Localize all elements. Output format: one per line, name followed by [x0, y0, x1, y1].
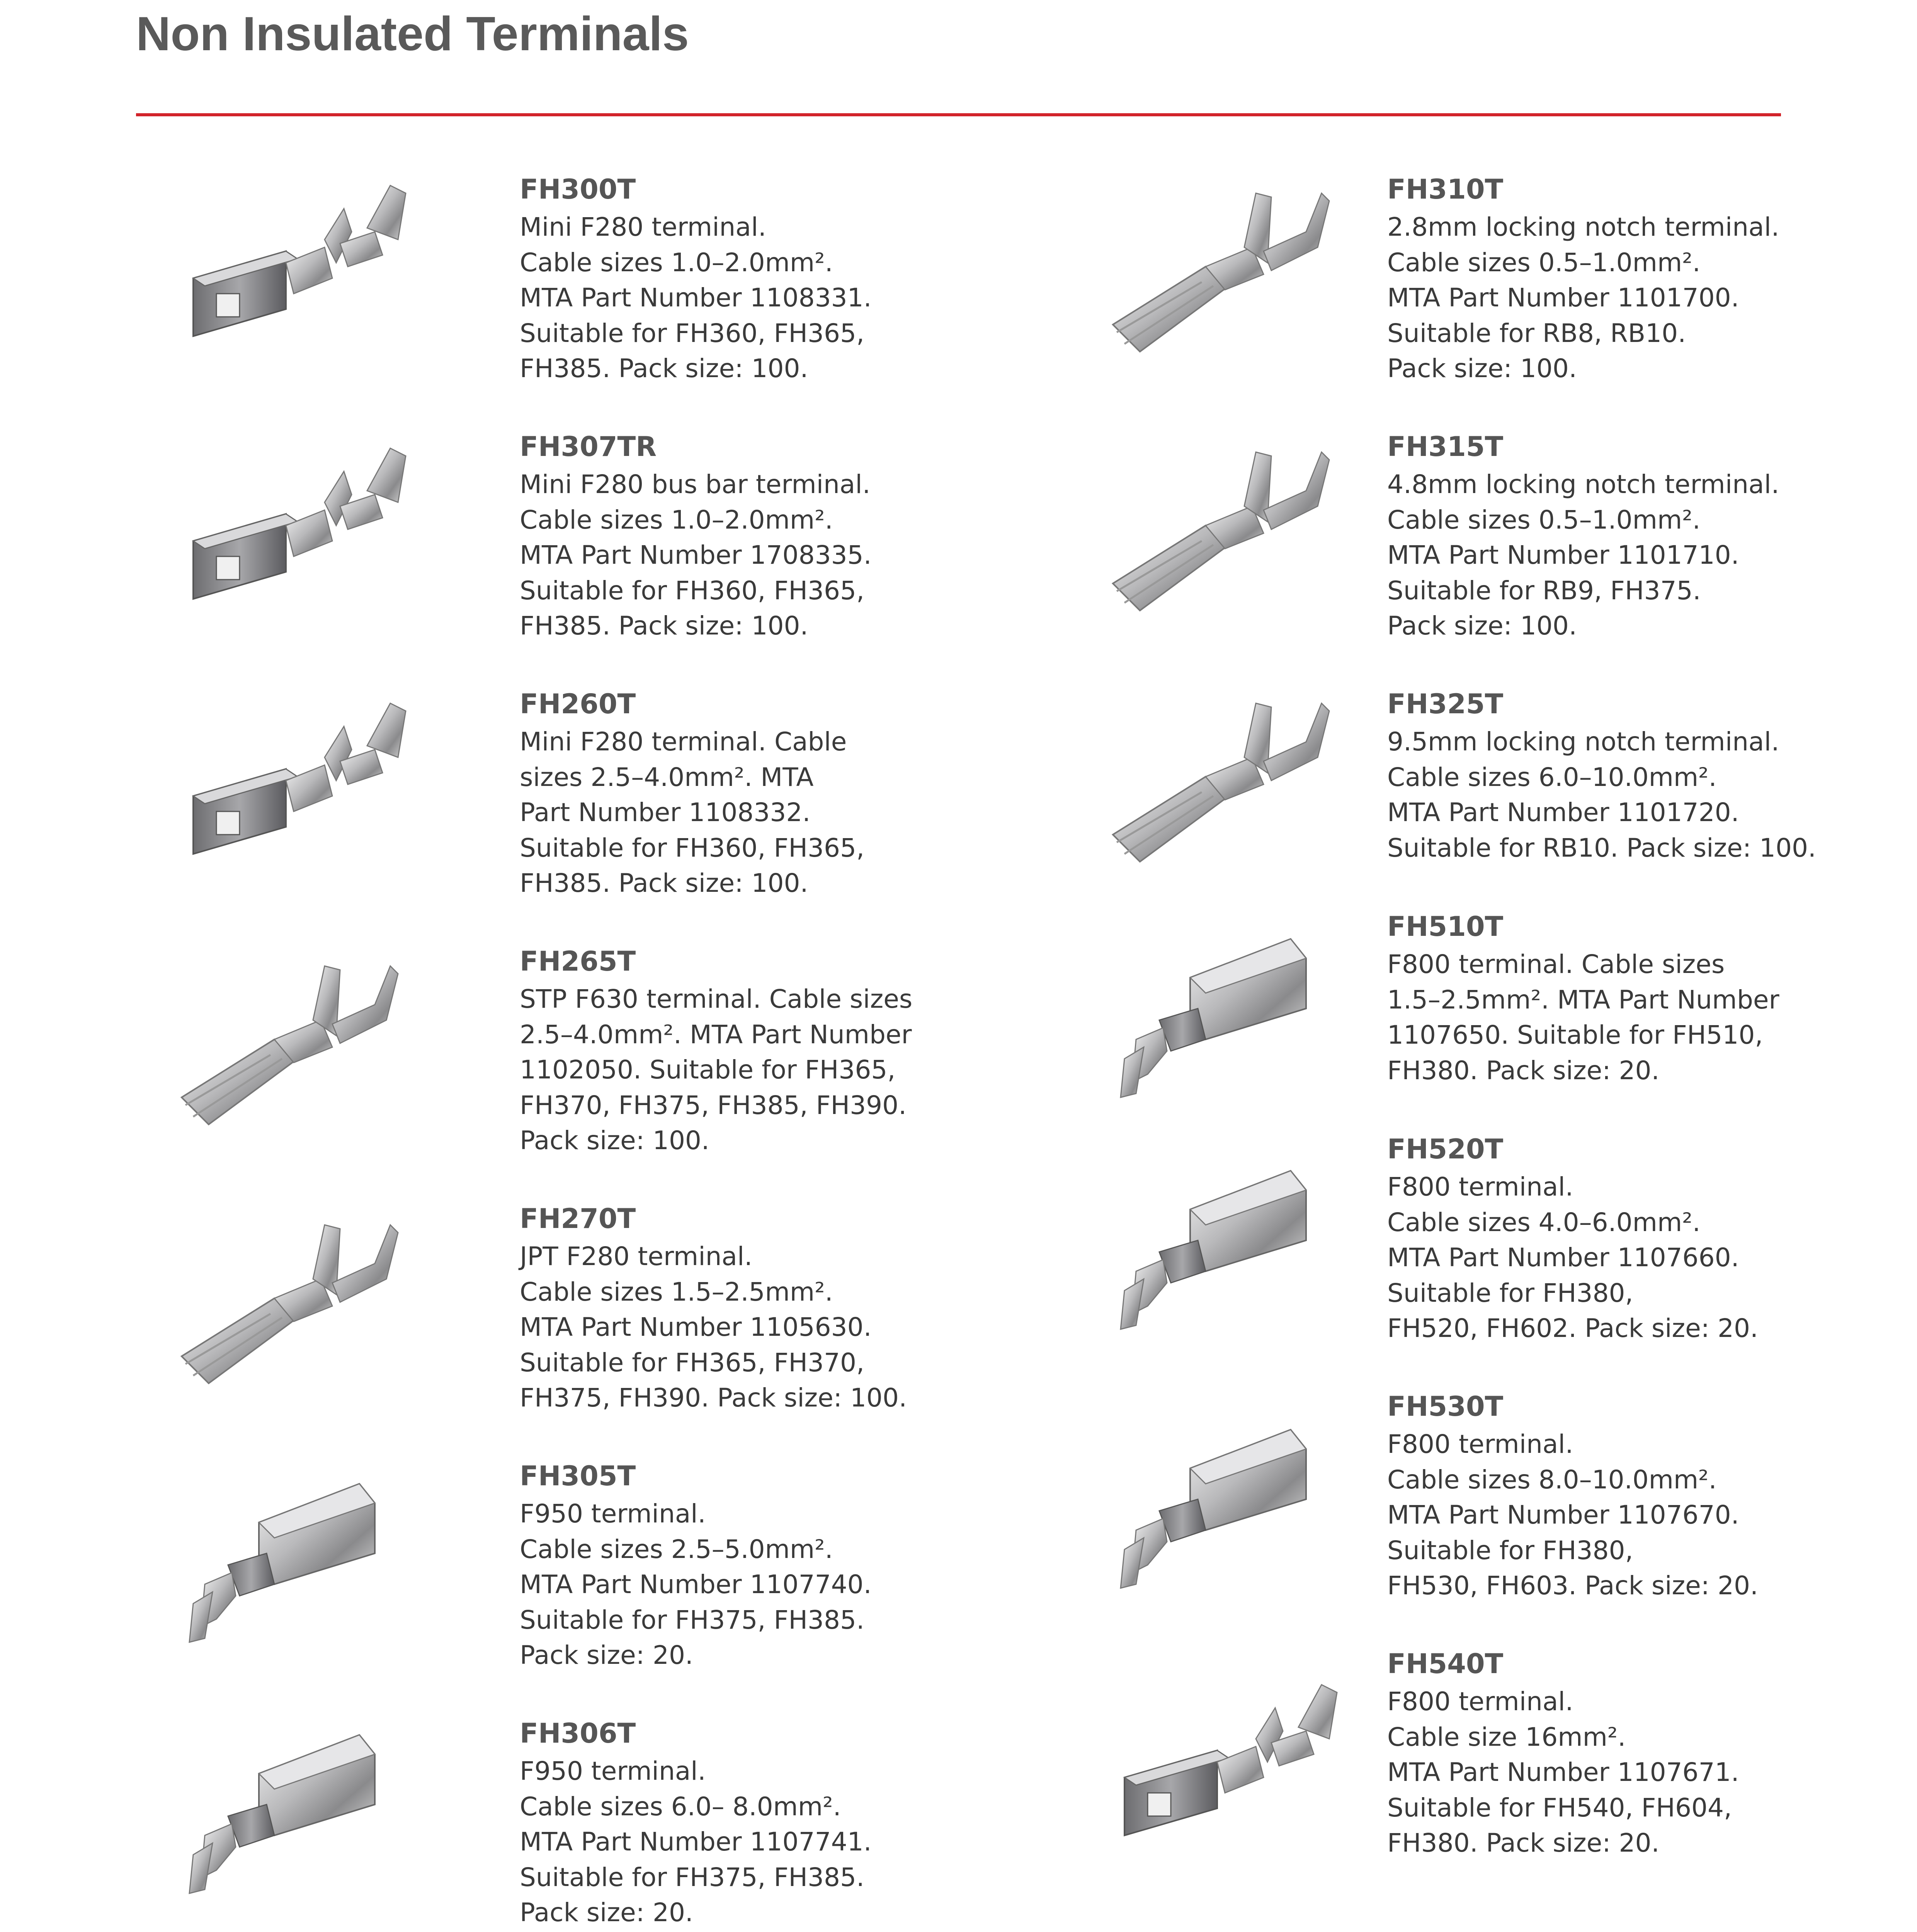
description-line: Pack size: 100.: [1387, 354, 1577, 383]
description-line: Cable sizes 1.5–2.5mm².: [520, 1277, 833, 1307]
product-item: [1387, 172, 1917, 386]
description-line: Cable sizes 6.0– 8.0mm².: [520, 1791, 841, 1821]
description-line: MTA Part Number 1107741.: [520, 1827, 872, 1857]
fh306t-terminal-photo: [158, 1708, 429, 1924]
fh265t-terminal-photo: [158, 943, 429, 1159]
product-description: [1387, 209, 1917, 386]
description-line: MTA Part Number 1105630.: [520, 1312, 872, 1342]
description-line: FH520, FH602. Pack size: 20.: [1387, 1313, 1758, 1343]
product-description: [1387, 1169, 1917, 1346]
product-description: [1387, 1427, 1917, 1604]
product-item: [1387, 429, 1917, 644]
description-line: FH370, FH375, FH385, FH390.: [520, 1090, 907, 1120]
description-line: MTA Part Number 1107660.: [1387, 1243, 1739, 1272]
description-line: Cable sizes 8.0–10.0mm².: [1387, 1464, 1717, 1495]
product-item: [1387, 909, 1917, 1088]
product-code: FH310T: [1387, 173, 1504, 205]
fh310t-terminal-photo: [1090, 170, 1360, 386]
description-line: FH385. Pack size: 100.: [520, 868, 808, 898]
description-line: 2.5–4.0mm². MTA Part Number: [520, 1019, 912, 1049]
description-line: F950 terminal.: [520, 1756, 706, 1786]
product-code: FH540T: [1387, 1648, 1504, 1680]
description-line: MTA Part Number 1101700.: [1387, 283, 1739, 313]
description-line: FH530, FH603. Pack size: 20.: [1387, 1571, 1758, 1600]
description-line: Pack size: 100.: [1387, 611, 1577, 641]
fh270t-terminal-photo: [158, 1202, 429, 1418]
product-code: FH270T: [520, 1203, 636, 1235]
description-line: Cable sizes 2.5–5.0mm².: [520, 1534, 833, 1564]
description-line: Pack size: 20.: [520, 1640, 693, 1670]
product-code: FH300T: [520, 173, 636, 205]
product-code: FH530T: [1387, 1391, 1504, 1422]
product-code: FH315T: [1387, 431, 1504, 463]
fh530t-terminal-photo: [1090, 1403, 1360, 1619]
product-code: FH265T: [520, 946, 636, 977]
product-description: [520, 724, 1084, 901]
product-item: [520, 1201, 1084, 1416]
description-line: MTA Part Number 1101720.: [1387, 798, 1739, 827]
description-line: 1102050. Suitable for FH365,: [520, 1055, 896, 1085]
description-line: Cable sizes 0.5–1.0mm².: [1387, 247, 1701, 277]
description-line: F800 terminal.: [1387, 1429, 1573, 1459]
product-item: [520, 1458, 1084, 1673]
description-line: Mini F280 bus bar terminal.: [520, 469, 871, 499]
description-line: Cable sizes 4.0–6.0mm².: [1387, 1207, 1701, 1237]
description-line: JPT F280 terminal.: [520, 1242, 753, 1271]
product-item: [520, 944, 1084, 1158]
description-line: Mini F280 terminal. Cable: [520, 727, 847, 757]
description-line: FH375, FH390. Pack size: 100.: [520, 1383, 907, 1413]
description-line: Suitable for FH360, FH365,: [520, 575, 864, 605]
title-divider: [136, 113, 1781, 116]
description-line: MTA Part Number 1708335.: [520, 540, 872, 570]
fh307tr-terminal-photo: [158, 425, 429, 641]
description-line: F800 terminal.: [1387, 1687, 1573, 1716]
product-item: [520, 172, 1084, 386]
product-item: [520, 429, 1084, 644]
fh260t-terminal-photo: [158, 680, 429, 896]
fh540t-terminal-photo: [1090, 1662, 1360, 1878]
description-line: Suitable for FH360, FH365,: [520, 318, 864, 348]
product-item: [520, 686, 1084, 901]
fh325t-terminal-photo: [1090, 680, 1360, 896]
product-code: FH325T: [1387, 688, 1504, 720]
description-line: MTA Part Number 1107740.: [520, 1570, 872, 1599]
description-line: Pack size: 100.: [520, 1126, 709, 1155]
description-line: Suitable for FH375, FH385.: [520, 1605, 864, 1635]
description-line: 9.5mm locking notch terminal.: [1387, 727, 1779, 757]
product-code: FH510T: [1387, 911, 1504, 942]
description-line: Suitable for RB9, FH375.: [1387, 575, 1701, 605]
description-line: FH380. Pack size: 20.: [1387, 1828, 1660, 1858]
description-line: Suitable for FH360, FH365,: [520, 833, 864, 863]
description-line: Cable sizes 1.0–2.0mm².: [520, 505, 833, 535]
product-description: [520, 1239, 1084, 1416]
description-line: FH380. Pack size: 20.: [1387, 1055, 1660, 1085]
description-line: F800 terminal.: [1387, 1172, 1573, 1202]
product-description: [1387, 467, 1917, 644]
product-description: [520, 1496, 1084, 1673]
description-line: Cable sizes 0.5–1.0mm².: [1387, 505, 1701, 535]
product-item: [1387, 1131, 1917, 1346]
product-description: [1387, 1684, 1917, 1861]
description-line: FH385. Pack size: 100.: [520, 611, 808, 641]
description-line: 1107650. Suitable for FH510,: [1387, 1020, 1763, 1050]
description-line: MTA Part Number 1108331.: [520, 283, 872, 313]
product-item: [1387, 1389, 1917, 1604]
fh305t-terminal-photo: [158, 1457, 429, 1673]
description-line: Suitable for FH380,: [1387, 1278, 1633, 1308]
description-line: Suitable for RB8, RB10.: [1387, 318, 1686, 348]
fh520t-terminal-photo: [1090, 1144, 1360, 1360]
description-line: Suitable for FH380,: [1387, 1535, 1633, 1565]
product-description: [1387, 724, 1917, 866]
description-line: MTA Part Number 1107670.: [1387, 1500, 1739, 1530]
description-line: Suitable for FH375, FH385.: [520, 1862, 864, 1892]
product-code: FH307TR: [520, 431, 657, 463]
product-description: [1387, 947, 1917, 1088]
description-line: STP F630 terminal. Cable sizes: [520, 984, 913, 1014]
description-line: Pack size: 20.: [520, 1898, 693, 1927]
product-description: [520, 981, 1084, 1158]
description-line: sizes 2.5–4.0mm². MTA: [520, 762, 814, 792]
description-line: 2.8mm locking notch terminal.: [1387, 212, 1779, 242]
description-line: FH385. Pack size: 100.: [520, 354, 808, 383]
description-line: Cable sizes 1.0–2.0mm².: [520, 247, 833, 277]
fh300t-terminal-photo: [158, 162, 429, 379]
product-code: FH306T: [520, 1718, 636, 1749]
product-code: FH520T: [1387, 1133, 1504, 1165]
description-line: 1.5–2.5mm². MTA Part Number: [1387, 985, 1779, 1015]
description-line: Cable sizes 6.0–10.0mm².: [1387, 762, 1717, 792]
page-title: Non Insulated Terminals: [136, 7, 689, 61]
product-description: [520, 467, 1084, 644]
description-line: Cable size 16mm².: [1387, 1722, 1626, 1752]
product-item: [1387, 686, 1917, 866]
description-line: F800 terminal. Cable sizes: [1387, 949, 1725, 979]
description-line: Part Number 1108332.: [520, 798, 811, 827]
fh315t-terminal-photo: [1090, 429, 1360, 645]
fh510t-terminal-photo: [1090, 912, 1360, 1128]
description-line: Suitable for FH365, FH370,: [520, 1347, 864, 1378]
description-line: Mini F280 terminal.: [520, 212, 767, 242]
product-description: [520, 1753, 1084, 1930]
product-code: FH305T: [520, 1460, 636, 1492]
description-line: 4.8mm locking notch terminal.: [1387, 469, 1779, 499]
description-line: MTA Part Number 1107671.: [1387, 1757, 1739, 1787]
product-item: [520, 1716, 1084, 1930]
description-line: F950 terminal.: [520, 1499, 706, 1529]
description-line: Suitable for FH540, FH604,: [1387, 1793, 1732, 1823]
description-line: MTA Part Number 1101710.: [1387, 540, 1739, 570]
product-description: [520, 209, 1084, 386]
product-code: FH260T: [520, 688, 636, 720]
product-item: [1387, 1646, 1917, 1861]
description-line: Suitable for RB10. Pack size: 100.: [1387, 833, 1816, 863]
